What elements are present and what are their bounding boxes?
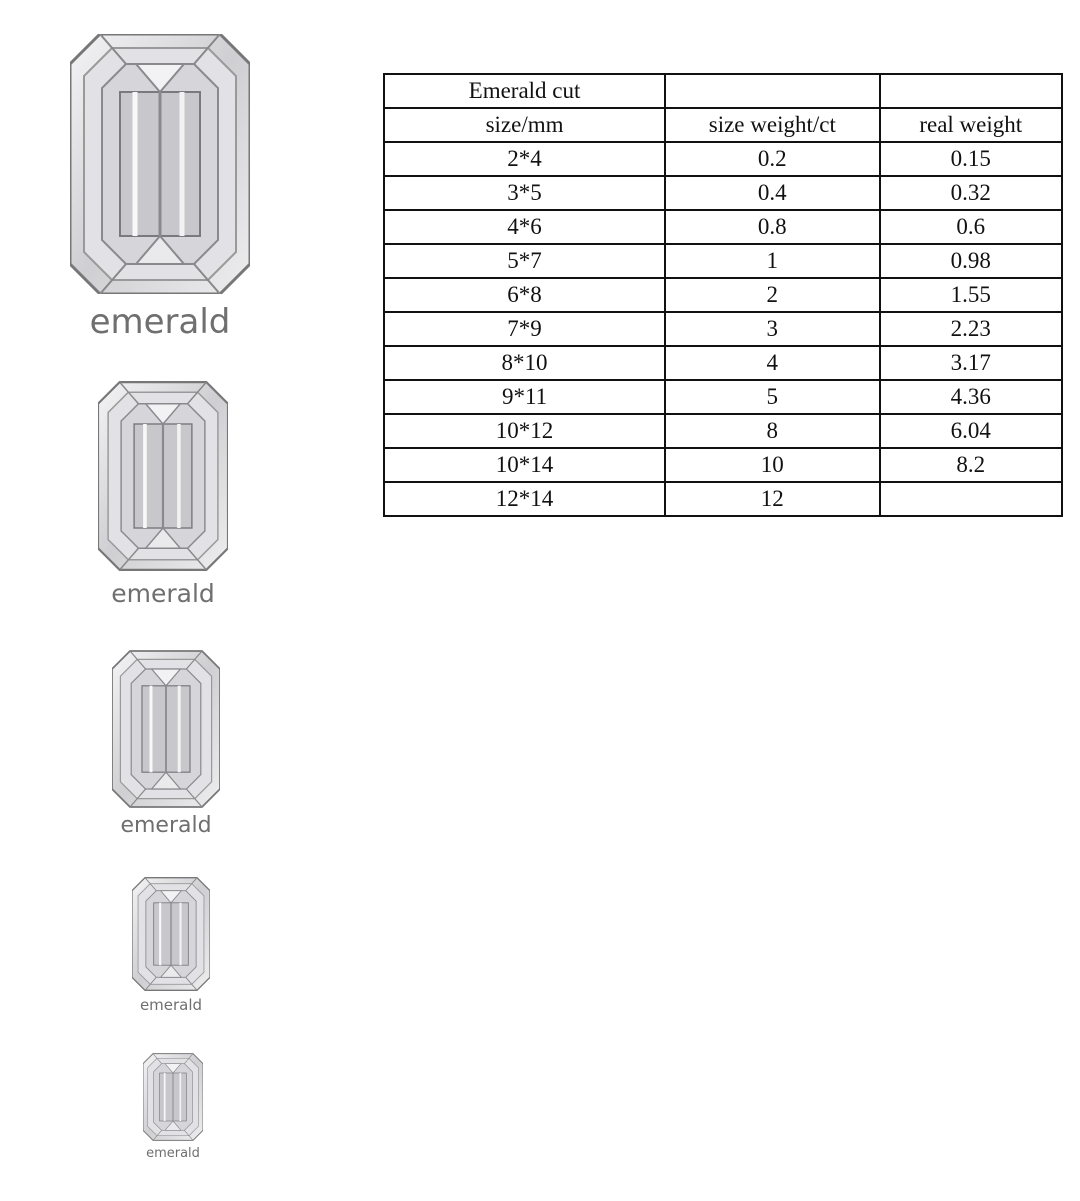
table-cell: [880, 482, 1062, 516]
table-cell: 3.17: [880, 346, 1062, 380]
emerald-diamond-icon: [143, 1053, 203, 1141]
table-row: [384, 312, 1062, 346]
emerald-size-table: [383, 73, 1063, 517]
table-cell: 1: [665, 244, 879, 278]
table-row: [384, 244, 1062, 278]
gem-label: emerald: [120, 813, 212, 838]
column-header-size-weight: size weight/ct: [665, 108, 879, 142]
table-cell: 12*14: [384, 482, 665, 516]
table-cell: 0.6: [880, 210, 1062, 244]
table-cell: 0.2: [665, 142, 879, 176]
table-cell: 0.4: [665, 176, 879, 210]
table-cell: 4: [665, 346, 879, 380]
table-cell-empty: [665, 74, 879, 108]
table-row: [384, 210, 1062, 244]
table-cell: 9*11: [384, 380, 665, 414]
gem-label: emerald: [89, 302, 231, 342]
table-cell: 10*14: [384, 448, 665, 482]
table-row: [384, 482, 1062, 516]
table-cell: 3: [665, 312, 879, 346]
table-cell: 12: [665, 482, 879, 516]
table-row: [384, 448, 1062, 482]
table-cell: 7*9: [384, 312, 665, 346]
emerald-diamond-icon: [132, 877, 210, 991]
gem-label: emerald: [111, 579, 215, 608]
table-cell: 10: [665, 448, 879, 482]
emerald-diamond-icon: [112, 649, 220, 809]
table-cell: 8.2: [880, 448, 1062, 482]
table-title: Emerald cut: [384, 74, 665, 108]
emerald-diamond-icon: [70, 34, 250, 294]
emerald-gem-5: [143, 1053, 203, 1161]
table-title-row: [384, 74, 1062, 108]
table-cell: 2: [665, 278, 879, 312]
table-row: [384, 380, 1062, 414]
table-cell: 8: [665, 414, 879, 448]
table-cell: 2*4: [384, 142, 665, 176]
table-row: [384, 346, 1062, 380]
table-row: [384, 176, 1062, 210]
table-cell: 4*6: [384, 210, 665, 244]
table-cell: 5*7: [384, 244, 665, 278]
emerald-gem-4: [132, 877, 210, 1014]
table-cell: 4.36: [880, 380, 1062, 414]
table-cell: 10*12: [384, 414, 665, 448]
table-cell: 0.8: [665, 210, 879, 244]
table-row: [384, 278, 1062, 312]
table-row: [384, 142, 1062, 176]
table-cell: 0.15: [880, 142, 1062, 176]
table-cell-empty: [880, 74, 1062, 108]
gem-label: emerald: [146, 1146, 200, 1161]
table-cell: 6.04: [880, 414, 1062, 448]
table-cell: 0.32: [880, 176, 1062, 210]
gem-label: emerald: [139, 996, 203, 1014]
column-header-real-weight: real weight: [880, 108, 1062, 142]
table-cell: 2.23: [880, 312, 1062, 346]
table-header-row: [384, 108, 1062, 142]
table-cell: 1.55: [880, 278, 1062, 312]
emerald-gem-1: [70, 34, 250, 342]
table-row: [384, 414, 1062, 448]
table-cell: 6*8: [384, 278, 665, 312]
column-header-size: size/mm: [384, 108, 665, 142]
emerald-gem-3: [112, 649, 220, 838]
table-cell: 3*5: [384, 176, 665, 210]
emerald-gem-2: [98, 380, 228, 608]
table-cell: 8*10: [384, 346, 665, 380]
emerald-diamond-icon: [98, 380, 228, 572]
table-cell: 0.98: [880, 244, 1062, 278]
table-cell: 5: [665, 380, 879, 414]
